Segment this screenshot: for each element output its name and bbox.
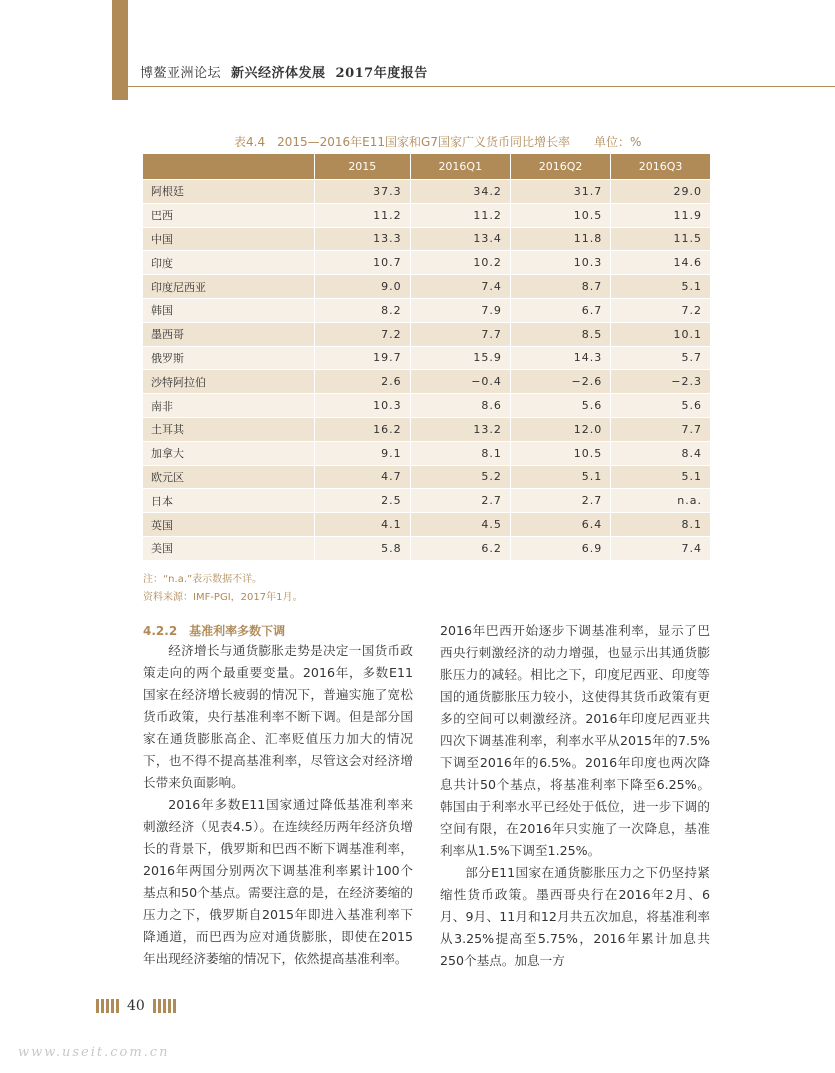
table-row — [143, 346, 710, 370]
value-cell: 13.3 — [315, 227, 411, 251]
table-row — [143, 417, 710, 441]
country-cell: 美国 — [143, 536, 315, 559]
header-rule — [128, 86, 835, 87]
value-cell: 7.4 — [410, 275, 510, 299]
value-cell: 5.1 — [510, 465, 610, 489]
country-cell: 印度尼西亚 — [143, 275, 315, 299]
value-cell: 8.7 — [510, 275, 610, 299]
value-cell: 7.2 — [611, 298, 710, 322]
value-cell: 7.9 — [410, 298, 510, 322]
value-cell: 8.6 — [410, 394, 510, 418]
table-row — [143, 441, 710, 465]
watermark: www.useit.com.cn — [18, 1045, 170, 1060]
value-cell: 5.2 — [410, 465, 510, 489]
value-cell: 9.0 — [315, 275, 411, 299]
country-cell: 沙特阿拉伯 — [143, 370, 315, 394]
country-cell: 墨西哥 — [143, 322, 315, 346]
value-cell: 11.5 — [611, 227, 710, 251]
value-cell: 5.1 — [611, 465, 710, 489]
country-cell: 南非 — [143, 394, 315, 418]
value-cell: 2.7 — [410, 489, 510, 513]
value-cell: 9.1 — [315, 441, 411, 465]
table-note: 注：“n.a.”表示数据不详。 — [143, 574, 263, 585]
value-cell: 11.2 — [315, 203, 411, 227]
value-cell: 2.6 — [315, 370, 411, 394]
running-header — [140, 62, 428, 81]
value-cell: 6.2 — [410, 536, 510, 559]
value-cell: −0.4 — [410, 370, 510, 394]
value-cell: 8.5 — [510, 322, 610, 346]
value-cell: 6.7 — [510, 298, 610, 322]
country-cell: 加拿大 — [143, 441, 315, 465]
value-cell: n.a. — [611, 489, 710, 513]
value-cell: 10.3 — [510, 251, 610, 275]
value-cell: 16.2 — [315, 417, 411, 441]
value-cell: 11.9 — [611, 203, 710, 227]
column-header: 2016Q2 — [510, 154, 610, 180]
paragraph: 2016年多数E11国家通过降低基准利率来刺激经济（见表4.5）。在连续经历两年经济负增长的背景下，俄罗斯和巴西不断下调基准利率，2016年两国分别两次下调基准利率累计100个基点和50个基点。需要注意的是，在经济萎缩的压力之下，俄罗斯自2015年即进入基准利率下降通道，而巴西为应对通货膨胀，即使在2015年出现经济萎缩的情况下，依然提高基准利率。 — [143, 797, 413, 966]
table-row — [143, 513, 710, 537]
table-row — [143, 394, 710, 418]
value-cell: −2.6 — [510, 370, 610, 394]
value-cell: 6.9 — [510, 536, 610, 559]
right-column — [440, 620, 710, 972]
value-cell: 8.2 — [315, 298, 411, 322]
table-row — [143, 227, 710, 251]
value-cell: −2.3 — [611, 370, 710, 394]
value-cell: 8.1 — [410, 441, 510, 465]
value-cell: 7.7 — [410, 322, 510, 346]
table-caption — [234, 133, 641, 150]
value-cell: 7.4 — [611, 536, 710, 559]
value-cell: 7.2 — [315, 322, 411, 346]
table-row — [143, 489, 710, 513]
column-header: 2016Q3 — [611, 154, 710, 180]
value-cell: 4.5 — [410, 513, 510, 537]
table-header-row — [143, 154, 710, 180]
table-row — [143, 275, 710, 299]
value-cell: 12.0 — [510, 417, 610, 441]
paragraph: 2016年巴西开始逐步下调基准利率，显示了巴西央行刺激经济的动力增强，也显示出其通货膨胀压力的减轻。相比之下，印度尼西亚、印度等国的通货膨胀压力较小，这使得其货币政策有更多的空间可以刺激经济。2016年印度尼西亚共四次下调基准利率，利率水平从2015年的7.5%下调至2016年的6.5%。2016年印度也两次降息共计50个基点，将基准利率下降至6.25%。韩国由于利率水平已经处于低位，进一步下调的空间有限，在2016年只实施了一次降息，基准利率从1.5%下调至1.25%。 — [440, 623, 710, 858]
country-cell: 中国 — [143, 227, 315, 251]
value-cell: 4.1 — [315, 513, 411, 537]
value-cell: 11.2 — [410, 203, 510, 227]
footer-stripes-left — [96, 999, 119, 1013]
header-accent-bar — [112, 0, 128, 100]
value-cell: 5.1 — [611, 275, 710, 299]
value-cell: 5.7 — [611, 346, 710, 370]
value-cell: 15.9 — [410, 346, 510, 370]
value-cell: 13.4 — [410, 227, 510, 251]
paragraph: 部分E11国家在通货膨胀压力之下仍坚持紧缩性货币政策。墨西哥央行在2016年2月、6月、9月、11月和12月共五次加息，将基准利率从3.25%提高至5.75%，2016年累计加息共250个基点。加息一方 — [440, 865, 710, 968]
table-row — [143, 180, 710, 204]
header-title: 新兴经济体发展 — [231, 66, 326, 81]
table-row — [143, 465, 710, 489]
value-cell: 10.3 — [315, 394, 411, 418]
section-heading: 4.2.2 基准利率多数下调 — [143, 624, 286, 638]
value-cell: 4.7 — [315, 465, 411, 489]
value-cell: 19.7 — [315, 346, 411, 370]
country-cell: 日本 — [143, 489, 315, 513]
value-cell: 10.7 — [315, 251, 411, 275]
value-cell: 37.3 — [315, 180, 411, 204]
page-number: 40 — [127, 998, 145, 1014]
footer-stripes-right — [153, 999, 176, 1013]
country-cell: 土耳其 — [143, 417, 315, 441]
column-header: 2016Q1 — [410, 154, 510, 180]
value-cell: 14.3 — [510, 346, 610, 370]
country-cell: 英国 — [143, 513, 315, 537]
table-row — [143, 298, 710, 322]
table-row — [143, 370, 710, 394]
value-cell: 11.8 — [510, 227, 610, 251]
table-source: 资料来源：IMF-PGI，2017年1月。 — [143, 592, 303, 603]
page-footer — [96, 998, 176, 1014]
header-forum: 博鳌亚洲论坛 — [140, 66, 222, 81]
country-cell: 俄罗斯 — [143, 346, 315, 370]
value-cell: 10.5 — [510, 441, 610, 465]
value-cell: 2.7 — [510, 489, 610, 513]
value-cell: 10.1 — [611, 322, 710, 346]
table-unit: 单位：% — [593, 135, 642, 149]
country-cell: 印度 — [143, 251, 315, 275]
value-cell: 10.5 — [510, 203, 610, 227]
left-column — [143, 640, 413, 970]
money-growth-table — [143, 154, 710, 560]
table-body — [143, 180, 710, 560]
value-cell: 13.2 — [410, 417, 510, 441]
value-cell: 2.5 — [315, 489, 411, 513]
country-cell: 巴西 — [143, 203, 315, 227]
value-cell: 10.2 — [410, 251, 510, 275]
value-cell: 5.6 — [611, 394, 710, 418]
table-row — [143, 251, 710, 275]
table-caption-text: 表4.4 2015—2016年E11国家和G7国家广义货币同比增长率 — [234, 135, 570, 149]
value-cell: 7.7 — [611, 417, 710, 441]
table-row — [143, 203, 710, 227]
value-cell: 8.1 — [611, 513, 710, 537]
country-cell: 韩国 — [143, 298, 315, 322]
value-cell: 5.8 — [315, 536, 411, 559]
value-cell: 14.6 — [611, 251, 710, 275]
paragraph: 经济增长与通货膨胀走势是决定一国货币政策走向的两个最重要变量。2016年，多数E11国家在经济增长疲弱的情况下，普遍实施了宽松货币政策，央行基准利率不断下调。但是部分国家在通货膨胀高企、汇率贬值压力加大的情况下，也不得不提高基准利率，尽管这会对经济增长带来负面影响。 — [143, 643, 413, 790]
country-cell: 欧元区 — [143, 465, 315, 489]
country-cell: 阿根廷 — [143, 180, 315, 204]
value-cell: 6.4 — [510, 513, 610, 537]
column-header: 2015 — [315, 154, 411, 180]
table-row — [143, 536, 710, 559]
value-cell: 5.6 — [510, 394, 610, 418]
table-row — [143, 322, 710, 346]
value-cell: 31.7 — [510, 180, 610, 204]
value-cell: 29.0 — [611, 180, 710, 204]
header-country-cell — [143, 154, 315, 180]
header-year-report: 2017年度报告 — [335, 66, 428, 81]
value-cell: 34.2 — [410, 180, 510, 204]
value-cell: 8.4 — [611, 441, 710, 465]
